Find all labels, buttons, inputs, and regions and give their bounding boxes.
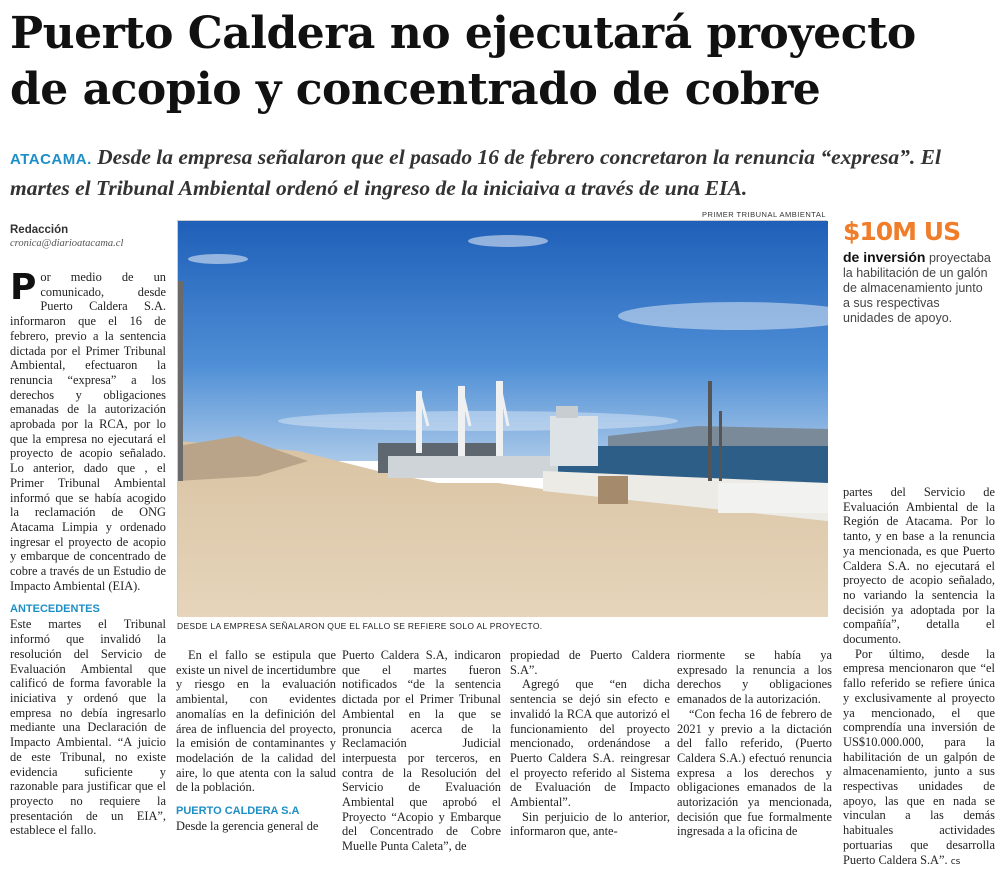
body-column-2 — [176, 648, 336, 834]
paragraph: partes del Servicio de Evaluación Ambiental de la Región de Atacama. Por lo tanto, y en base a la renuncia ya mencionada, es que Puerto Caldera S.A. no ejecutará el proyecto de acopio señalado, no variando la sentencia la decisión ya adoptada por la compañía”, detalla el documento. — [843, 485, 995, 647]
paragraph: Puerto Caldera S.A, indicaron que el martes fueron notificados “de la sentencia dictada por el Primer Tribunal Ambiental en la que se pronuncia acerca de la Reclamación Judicial interpuesta por terceros, en contra de la Resolución del Servicio de Evaluación Ambiental que aprobó el Proyecto “Acopio y Embarque del Concentrado de Cobre Muelle Punta Caleta”, de — [342, 648, 501, 854]
paragraph — [843, 647, 995, 869]
article-headline — [10, 6, 995, 118]
sidebar-fact — [843, 216, 993, 326]
byline-email: cronica@diarioatacama.cl — [10, 238, 124, 249]
drop-cap: P — [10, 267, 37, 308]
paragraph: Sin perjuicio de lo anterior, informaron que, ante- — [510, 809, 670, 839]
fact-label-rest: proyectaba la habilitación de un galón de almacenamiento junto a sus respectivas unidades de apoyo. — [843, 251, 991, 325]
paragraph: propiedad de Puerto Caldera S.A”. — [510, 648, 670, 677]
paragraph: En el fallo se estipula que existe un nivel de incertidumbre y riesgo en la evaluación ambiental, con evidentes anomalías en la definición del área de influencia del proyecto, la emisión de contaminantes y modelación de la calidad del aire, lo que atenta con la salud de la población. — [176, 648, 336, 795]
headline-line-1: Puerto Caldera no ejecutará proyecto — [10, 8, 916, 59]
byline — [10, 224, 170, 249]
subhead-puerto-caldera: PUERTO CALDERA S.A — [176, 805, 300, 818]
port-photo-illustration — [178, 221, 828, 617]
paragraph: Agregó que “en dicha sentencia se dejó sin efecto e invalidó la RCA que autorizó el funcionamiento del proyecto mencionado, ordenándose a Puerto Caldera S.A. reingresar el proyecto referido al Sistema de Evaluación de Impacto Ambiental”. — [510, 677, 670, 810]
paragraph: riormente se había ya expresado la renuncia a los derechos y obligaciones emanados de la autorización. — [677, 648, 832, 707]
photo-caption: DESDE LA EMPRESA SEÑALARON QUE EL FALLO SE REFIERE SOLO AL PROYECTO. — [177, 621, 543, 631]
fact-label-bold: de inversión — [843, 249, 926, 265]
byline-name: Redacción — [10, 224, 69, 236]
deck-text: Desde la empresa señalaron que el pasado 16 de febrero concretaron la renuncia “expresa”. El martes el Tribunal Ambiental ordenó el ingreso de la iniciaiva a través de una EIA. — [10, 145, 941, 200]
subhead-antecedentes: ANTECEDENTES — [10, 603, 100, 616]
body-column-5 — [677, 648, 832, 839]
end-mark: cs — [950, 856, 961, 867]
photo-credit: PRIMER TRIBUNAL AMBIENTAL — [701, 210, 826, 219]
paragraph-text: Por último, desde la empresa mencionaron que “el fallo referido se refiere única y exclusivamente al proyecto ya mencionado, el que comprendía una inversión de US$10.000.000, para la habilitación de un galpón de almacenamiento, junto a sus respectivas unidades de apoyo, las que en nada se vinculan a las demás habituales actividades portuarias que desarrolla Puerto Caldera S.A”. — [843, 646, 995, 867]
body-column-4 — [510, 648, 670, 839]
body-column-6 — [843, 485, 995, 869]
article-photo — [177, 220, 827, 616]
paragraph: “Con fecha 16 de febrero de 2021 y previo a la dictación del fallo referido, (Puerto Caldera S.A.) efectuó renuncia expresa a los derechos y obligaciones emanados de la autorización ya mencionada, decisión que fue formalmente ingresada a la oficina de — [677, 706, 832, 839]
paragraph: Desde la gerencia general de — [176, 819, 319, 834]
paragraph-text: or medio de un comunicado, desde Puerto Caldera S.A. informaron que el 16 de febrero, previo a la sentencia dictada por el Primer Tribunal Ambiental, efectuaron la renuncia “expresa” a los derechos y obligaciones emanadas de la autorización aprobada por la RCA, por lo que la empresa no ejecutará el proyecto de acopio señalado. Lo anterior, dado que , el Primer Tribunal Ambiental informó que se había acogido la reclamación de ONG Atacama Limpia y ordenado ingresar el proyecto de acopio y embarque de concentrado de cobre a través de un Estudio de Impacto Ambiental (EIA). — [10, 270, 166, 593]
body-column-3 — [342, 648, 501, 854]
headline-line-2: de acopio y concentrado de cobre — [10, 64, 821, 115]
deck-location: ATACAMA. — [10, 151, 92, 168]
paragraph: Este martes el Tribunal informó que invalidó la resolución del Servicio de Evaluación Ambiental que calificó de forma favorable la iniciativa y ordenó que la empresa no debía ingresarlo mediante una Declaración de Impacto Ambiental. “A juicio de este Tribunal, no existe evidencia suficiente y razonable para justificar que el proyecto no requiere la presentación de un EIA”, establece el fallo. — [10, 617, 166, 838]
article-deck — [10, 143, 995, 202]
fact-text — [843, 250, 993, 326]
fact-amount: $10M US — [843, 217, 961, 246]
body-column-1 — [10, 267, 166, 838]
paragraph — [10, 267, 166, 593]
